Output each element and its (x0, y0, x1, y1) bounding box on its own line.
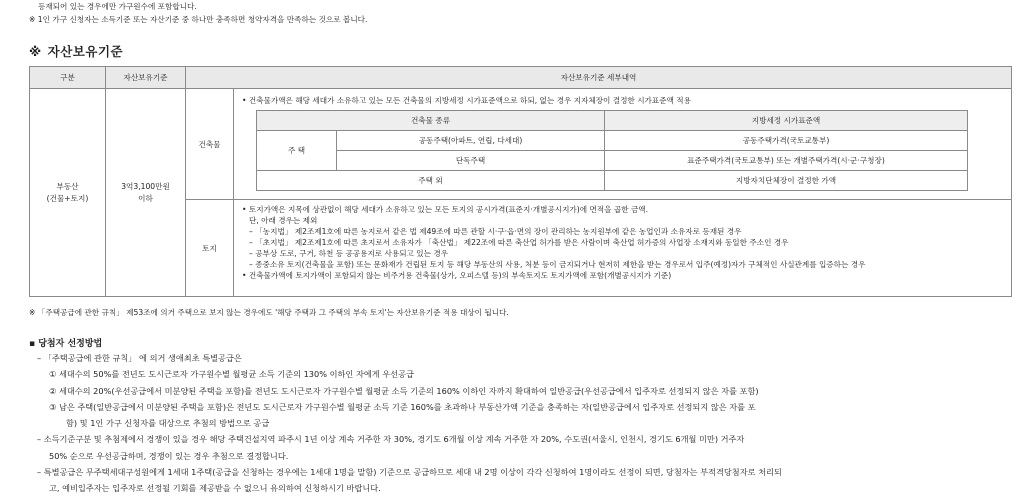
inner-cell: 지방자치단체장이 결정한 가액 (605, 171, 968, 191)
inner-header-standard: 지방세정 시가표준액 (605, 111, 968, 131)
table-header-row (30, 67, 1012, 89)
land-label: 토지 (186, 200, 234, 297)
asset-limit-amount: 3억3,100만원 (121, 181, 170, 191)
selection-method-title: ▪ 당첨자 선정방법 (29, 339, 103, 349)
building-types-table (256, 110, 968, 191)
selection-line: 고, 예비입주자는 입주자로 선정될 기회를 제공받을 수 없으니 유의하여 신청하시기 바랍니다. (49, 483, 381, 494)
category-building-land: (건물+토지) (46, 193, 89, 203)
inner-row-apartment (257, 131, 968, 151)
header-category: 구분 (30, 67, 106, 89)
asset-criteria-table (29, 66, 1012, 297)
selection-method-body (29, 350, 782, 497)
inner-header-type: 건축물 종류 (257, 111, 605, 131)
inner-cell: 표준주택가격(국토교통부) 또는 개별주택가격(시·군·구청장) (605, 151, 968, 171)
inner-cell: 단독주택 (337, 151, 605, 171)
asset-limit-cell (106, 89, 186, 297)
inner-header-row (257, 111, 968, 131)
table-row-building (30, 89, 1012, 200)
building-intro: • 건축물가액은 해당 세대가 소유하고 있는 모든 건축물의 지방세정 시가표준액으로 하되, 없는 경우 지자체장이 결정한 시가표준액 적용 (242, 96, 691, 105)
reference-mark: ※ (29, 44, 42, 59)
house-label: 주 택 (257, 131, 337, 171)
land-line: • 건축물가액에 토지가액이 포함되지 않는 비주거용 건축물(상가, 오피스텔 등)의 부속토지도 토지가액에 포함(개별공시지가 기준) (242, 271, 672, 280)
selection-line: ③ 남은 주택(일반공급에서 미분양된 주택을 포함)은 전년도 도시근로자 가구원수별 월평균 소득 기준 160%를 초과하나 부동산가액 기준을 충족하는 자(일반공급에서 입주자로 선정되지 않은 자를 포 (49, 401, 756, 412)
inner-row-detached (257, 151, 968, 171)
selection-line: – 특별공급은 무주택세대구성원에게 1세대 1주택(공급을 신청하는 경우에는 1세대 1명을 말함) 기준으로 공급하므로 세대 내 2명 이상이 각각 신청하여 1명이라도 선정이 되면, 당첨자는 부적격당첨자로 처리되 (37, 467, 782, 478)
land-line: – 공부상 도로, 구거, 하천 등 공공용지로 사용되고 있는 경우 (249, 249, 449, 258)
inner-cell: 공동주택가격(국토교통부) (605, 131, 968, 151)
selection-line: – 「주택공급에 관한 규칙」 에 의거 생애최초 특별공급은 (37, 353, 242, 363)
land-line: – 「농지법」 제2조제1호에 따른 농지로서 같은 법 제49조에 따른 관할 시·구·읍·면의 장이 관리하는 농지원부에 같은 농업인과 소유자로 등재된 경우 (249, 227, 742, 236)
selection-line: ② 세대수의 20%(우선공급에서 미분양된 주택을 포함)를 전년도 도시근로자 가구원수별 월평균 소득 기준의 160% 이하인 자까지 확대하여 일반공급(우선공급에서 입주자로 선정되지 않은 자를 포함) (49, 385, 759, 396)
building-label: 건축물 (186, 89, 234, 200)
footnote-housing-rules: ※ 「주택공급에 관한 규칙」 제53조에 의거 주택으로 보지 않는 경우에도 '해당 주택과 그 주택의 부속 토지'는 자산보유기준 적용 대상이 됩니다. (29, 308, 509, 317)
inner-row-non-house (257, 171, 968, 191)
selection-line: – 소득기준구분 및 추첨제에서 경쟁이 있을 경우 해당 주택건설지역 파주시 1년 이상 계속 거주한 자 30%, 경기도 6개월 이상 계속 거주한 자 20%, 수도권(서울시, 인천시, 경기도 6개월 미만) 거주자 (37, 434, 745, 445)
selection-line: ① 세대수의 50%를 전년도 도시근로자 가구원수별 월평균 소득 기준의 130% 이하인 자에게 우선공급 (49, 369, 414, 380)
category-cell (30, 89, 106, 297)
section-title (29, 42, 123, 60)
inner-cell: 공동주택(아파트, 연립, 다세대) (337, 131, 605, 151)
selection-line: 함) 및 1인 가구 신청자를 대상으로 추첨의 방법으로 공급 (66, 418, 270, 429)
note-household-members: 등재되어 있는 경우에만 가구원수에 포함합니다. (38, 2, 197, 11)
header-asset-details: 자산보유기준 세부내역 (186, 67, 1012, 89)
note-single-household: ※ 1인 가구 신청자는 소득기준 또는 자산기준 중 하나만 충족하면 청약자격을 만족하는 것으로 봅니다. (29, 15, 368, 24)
land-details (234, 200, 1012, 297)
inner-cell: 주택 외 (257, 171, 605, 191)
asset-limit-suffix: 이하 (138, 193, 153, 203)
header-asset-limit: 자산보유기준 (106, 67, 186, 89)
selection-line: 50% 순으로 우선공급하며, 경쟁이 있는 경우 추첨으로 결정합니다. (49, 450, 289, 461)
category-real-estate: 부동산 (56, 181, 79, 191)
land-line: 단, 아래 경우는 제외 (249, 216, 318, 225)
land-line: – 종중소유 토지(건축물을 포함) 또는 문화재가 건립된 토지 등 해당 부동산의 사용, 처분 등이 금지되거나 현저히 제한을 받는 경우로서 입주(예정)자가 구체적인 사실관계를 입증하는 경우 (249, 260, 866, 269)
land-line: • 토지가액은 지목에 상관없이 해당 세대가 소유하고 있는 모든 토지의 공시가격(표준지·개별공시지가)에 면적을 곱한 금액. (242, 205, 649, 214)
land-line: – 「초지법」 제2조제1호에 따른 초지로서 소유자가 「축산법」 제22조에 따른 축산업 허가를 받은 사람이며 축산업 허가증의 사업장 소재지와 동일한 주소인 경우 (249, 238, 789, 247)
building-details (234, 89, 1012, 200)
section-title-text: 자산보유기준 (47, 44, 124, 59)
